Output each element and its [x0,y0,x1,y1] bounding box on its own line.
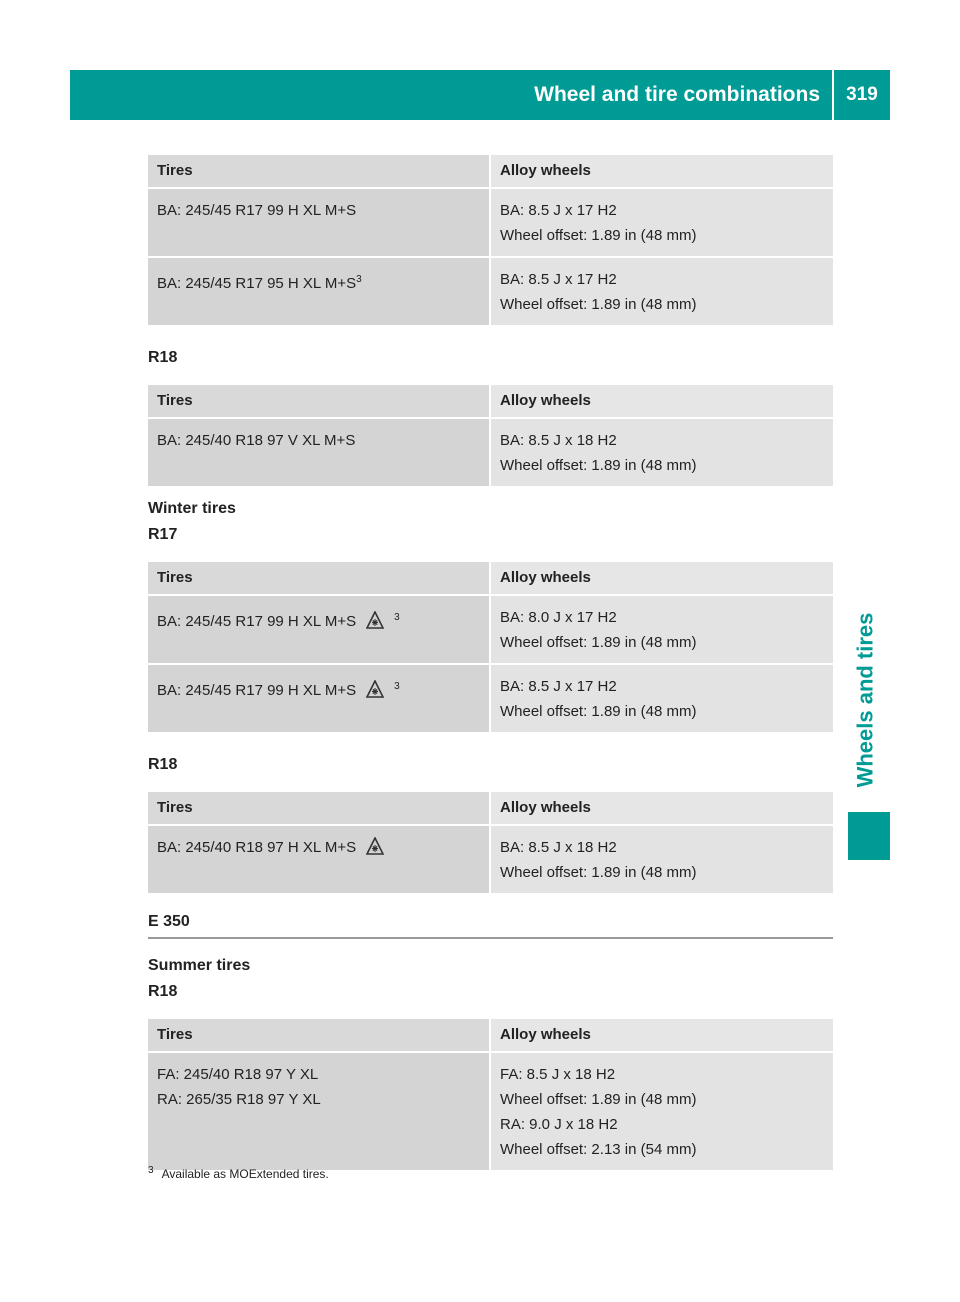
wheel-offset: Wheel offset: 1.89 in (48 mm) [500,634,697,651]
footnote-ref: 3 [356,274,362,285]
wheel-spec: BA: 8.0 J x 17 H2 [500,609,617,626]
table-row [148,187,833,256]
tire-spec: BA: 245/40 R18 97 H XL M+S [157,839,357,856]
wheel-offset-front: Wheel offset: 1.89 in (48 mm) [500,1091,697,1108]
table-row [148,824,833,893]
wheel-spec: BA: 8.5 J x 18 H2 [500,839,617,856]
col-header-wheels: Alloy wheels [489,155,833,187]
snowflake-mountain-icon [366,837,384,863]
col-header-wheels: Alloy wheels [489,385,833,417]
wheel-spec: BA: 8.5 J x 18 H2 [500,432,617,449]
table-row [148,594,833,663]
table-row [148,256,833,325]
footnote-number: 3 [148,1165,154,1176]
side-tab-marker [848,812,890,860]
wheel-spec: BA: 8.5 J x 17 H2 [500,271,617,288]
wheel-spec-front: FA: 8.5 J x 18 H2 [500,1066,616,1083]
col-header-tires: Tires [148,155,489,187]
wheel-spec-rear: RA: 9.0 J x 18 H2 [500,1116,618,1133]
section-heading-r17: R17 [148,526,178,543]
col-header-wheels: Alloy wheels [489,562,833,594]
section-heading-winter: Winter tires [148,500,236,517]
table-winter-r18 [148,792,833,893]
snowflake-mountain-icon [366,611,384,637]
table-summer-r17 [148,155,833,325]
wheel-offset-rear: Wheel offset: 2.13 in (54 mm) [500,1141,697,1158]
wheel-offset: Wheel offset: 1.89 in (48 mm) [500,864,697,881]
section-heading-r18: R18 [148,983,178,1000]
col-header-wheels: Alloy wheels [489,1019,833,1051]
tire-spec: BA: 245/45 R17 95 H XL M+S [157,275,357,292]
tire-spec-rear: RA: 265/35 R18 97 Y XL [157,1091,321,1108]
table-e350-summer-r18 [148,1019,833,1170]
side-tab-label: Wheels and tires [852,612,877,788]
col-header-wheels: Alloy wheels [489,792,833,824]
wheel-offset: Wheel offset: 1.89 in (48 mm) [500,703,697,720]
wheel-offset: Wheel offset: 1.89 in (48 mm) [500,296,697,313]
section-heading-r18: R18 [148,756,178,773]
col-header-tires: Tires [148,792,489,824]
tire-spec: BA: 245/40 R18 97 V XL M+S [157,432,356,449]
table-summer-r18 [148,385,833,486]
wheel-spec: BA: 8.5 J x 17 H2 [500,202,617,219]
table-row [148,417,833,486]
footnote [148,1165,329,1181]
tire-spec: BA: 245/45 R17 99 H XL M+S [157,682,357,699]
tire-spec: BA: 245/45 R17 99 H XL M+S [157,202,357,219]
col-header-tires: Tires [148,562,489,594]
section-heading-e350: E 350 [148,913,833,939]
tire-spec: BA: 245/45 R17 99 H XL M+S [157,613,357,630]
section-heading-r18: R18 [148,349,178,366]
side-tab-label-wrap [848,600,882,800]
tire-spec-front: FA: 245/40 R18 97 Y XL [157,1066,319,1083]
section-heading-summer: Summer tires [148,957,251,974]
col-header-tires: Tires [148,385,489,417]
page-header [70,70,890,120]
snowflake-mountain-icon [366,680,384,706]
footnote-ref: 3 [394,681,400,692]
wheel-offset: Wheel offset: 1.89 in (48 mm) [500,227,697,244]
table-winter-r17 [148,562,833,732]
table-row [148,1051,833,1170]
wheel-offset: Wheel offset: 1.89 in (48 mm) [500,457,697,474]
wheel-spec: BA: 8.5 J x 17 H2 [500,678,617,695]
col-header-tires: Tires [148,1019,489,1051]
header-title: Wheel and tire combinations [534,83,820,106]
footnote-text: Available as MOExtended tires. [161,1167,329,1181]
footnote-ref: 3 [394,612,400,623]
content [148,155,833,1170]
page-number: 319 [846,84,878,105]
table-row [148,663,833,732]
